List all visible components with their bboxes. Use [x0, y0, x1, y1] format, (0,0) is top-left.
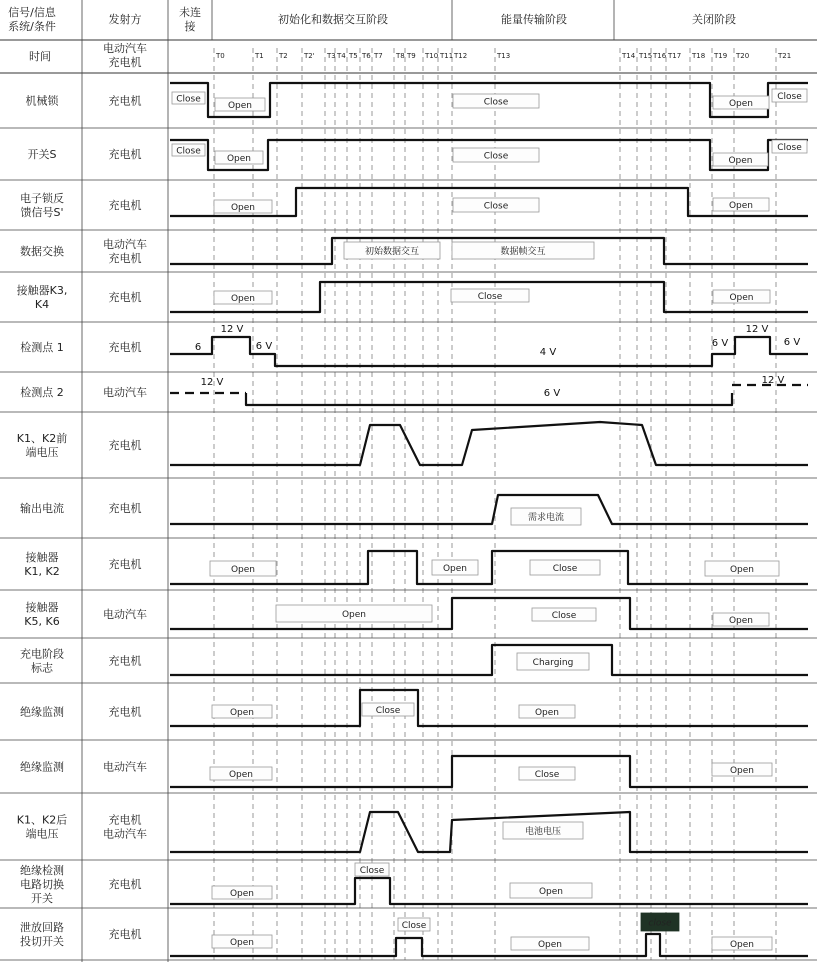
state-box-label: Close [777, 143, 802, 153]
state-box-label: Close [176, 94, 201, 105]
state-box-label: 电池电压 [524, 827, 562, 837]
state-box-label: Close [551, 611, 577, 621]
tick-label: T0 [216, 52, 225, 60]
detect2-voltage: 6 V [543, 388, 561, 399]
state-box-label: Open [229, 889, 255, 899]
state-box-label: Open [228, 770, 254, 780]
state-box-label: Close [483, 97, 509, 108]
detect1-voltage: 6 V [711, 338, 729, 349]
tick-label: T7 [374, 52, 383, 60]
time-row-sender-1: 电动汽车 [103, 42, 147, 55]
row-sender: 电动汽车 [103, 827, 147, 841]
row-label: 电路切换 [20, 878, 64, 891]
state-box-label: Close [176, 146, 201, 157]
tick-label: T1 [255, 52, 264, 60]
state-box-label: Open [230, 565, 256, 575]
detect2-voltage: 12 V [200, 377, 224, 388]
row-label: K1、K2前 [16, 432, 68, 445]
row-label: 绝缘监测 [20, 705, 64, 719]
row-sender: 充电机 [108, 928, 142, 941]
row-sender: 充电机 [108, 502, 142, 515]
state-box-label: Close [483, 201, 509, 212]
row-sender: 充电机 [108, 439, 142, 452]
tick-label: T16 [653, 52, 667, 60]
state-box-label: Open [229, 708, 255, 718]
row-label: 输出电流 [20, 502, 64, 515]
tick-label: T8 [396, 52, 405, 60]
row-label: 检测点 2 [20, 386, 64, 399]
signal-waveform [246, 393, 732, 405]
state-box-label: Open [729, 565, 755, 575]
state-box-label: 初始数据交互 [364, 247, 420, 257]
tick-label: T15 [639, 52, 653, 60]
state-box-label: Open [728, 156, 753, 166]
detect1-voltage: 6 V [255, 341, 273, 352]
state-box-label: Close [359, 866, 385, 876]
tick-label: T14 [622, 52, 636, 60]
row-label: 开关 [31, 892, 53, 905]
tick-label: T6 [362, 52, 371, 60]
state-box-label: Open [230, 203, 256, 213]
row-label: 检测点 1 [20, 341, 64, 354]
state-box-label: Open [230, 294, 256, 304]
state-box-label: Close [401, 921, 427, 931]
tick-label: T17 [668, 52, 682, 60]
row-sender: 电动汽车 [103, 238, 147, 251]
tick-label: T10 [425, 52, 439, 60]
row-label: 馈信号S' [20, 206, 64, 219]
state-box-label: Open [229, 938, 255, 948]
detect1-voltage: 4 V [539, 347, 557, 358]
state-box-label: Open [227, 101, 253, 111]
row-label: 数据交换 [20, 245, 64, 258]
row-label: 绝缘检测 [20, 864, 64, 877]
state-box-label: close [648, 918, 672, 929]
header-phase-init: 初始化和数据交互阶段 [278, 13, 388, 26]
state-box-label: 数据帧交互 [500, 247, 546, 257]
state-box-label: Open [729, 766, 755, 776]
tick-label: T2' [304, 52, 315, 60]
row-label: 端电压 [25, 446, 59, 459]
tick-label: T12 [454, 52, 468, 60]
state-box-label: Close [777, 92, 802, 102]
row-sender: 充电机 [108, 291, 142, 304]
tick-label: T9 [407, 52, 416, 60]
time-row-sender-2: 充电机 [108, 56, 142, 69]
detect1-voltage: 12 V [220, 324, 244, 335]
row-label: 端电压 [25, 827, 59, 841]
state-box-label: Open [728, 616, 754, 626]
row-label: 投切开关 [20, 935, 64, 948]
row-label: 开关S [27, 148, 57, 161]
header-unconnected-1: 未连 [179, 6, 201, 19]
state-box-label: Close [534, 770, 560, 780]
state-box-label: Open [226, 154, 252, 164]
row-sender: 充电机 [108, 252, 142, 265]
state-box-label: Open [534, 708, 560, 718]
row-label: K1, K2 [24, 565, 60, 578]
state-box-label: Close [483, 151, 509, 162]
row-sender: 电动汽车 [103, 760, 147, 774]
row-sender: 电动汽车 [103, 386, 147, 399]
state-box-label: Open [341, 610, 367, 620]
tick-label: T2 [279, 52, 288, 60]
tick-label: T20 [736, 52, 750, 60]
tick-label: T19 [714, 52, 728, 60]
row-label: 接触器K3, [16, 284, 68, 297]
state-box-label: Open [729, 293, 754, 303]
row-label: 接触器 [25, 601, 59, 614]
row-sender: 充电机 [108, 148, 142, 161]
row-label: 绝缘监测 [20, 760, 64, 774]
state-box-label: Open [728, 99, 754, 109]
row-label: K4 [34, 298, 50, 311]
state-box-label: Open [729, 940, 755, 950]
header-unconnected-2: 接 [184, 20, 196, 33]
row-sender: 充电机 [108, 654, 142, 668]
tick-label: T13 [497, 52, 511, 60]
row-sender: 充电机 [108, 878, 142, 891]
time-ticks [215, 52, 791, 60]
row-sender: 充电机 [108, 813, 142, 827]
row-sender: 充电机 [108, 558, 142, 571]
detect1-voltage: 6 [194, 342, 202, 353]
tick-label: T11 [440, 52, 454, 60]
tick-label: T21 [778, 52, 792, 60]
header-signal-1: 信号/信息 [8, 6, 56, 19]
row-label: K1、K2后 [16, 813, 68, 827]
row-sender: 充电机 [108, 705, 142, 719]
tick-label: T3 [327, 52, 336, 60]
detect1-voltage: 12 V [745, 324, 769, 335]
state-box-label: Open [537, 940, 563, 950]
state-box-label: Close [552, 564, 578, 574]
header-sender: 发射方 [108, 13, 142, 26]
row-label: 电子锁反 [20, 192, 64, 205]
state-box-label: 需求电流 [527, 513, 565, 523]
header-signal-2: 系统/条件 [8, 20, 56, 33]
detect1-voltage: 6 V [783, 337, 801, 348]
row-label: 接触器 [25, 551, 59, 564]
tick-label: T18 [692, 52, 706, 60]
row-sender: 充电机 [108, 199, 142, 212]
header-phase-energy: 能量传输阶段 [501, 13, 567, 26]
row-label: 标志 [31, 661, 53, 675]
header-phase-close: 关闭阶段 [692, 13, 736, 26]
row-sender: 电动汽车 [103, 608, 147, 621]
state-box-label: Charging [532, 658, 574, 668]
tick-label: T4 [337, 52, 346, 60]
row-label: K5, K6 [24, 615, 60, 628]
row-sender: 充电机 [108, 341, 142, 354]
row-label: 充电阶段 [20, 647, 64, 661]
detect2-voltage: 12 V [761, 375, 785, 386]
state-box-label: Close [477, 292, 503, 302]
state-box-label: Open [728, 201, 754, 211]
time-row-label: 时间 [29, 50, 51, 63]
state-box-label: Open [538, 887, 564, 897]
state-box-label: Close [375, 706, 401, 716]
row-sender: 充电机 [108, 94, 142, 108]
row-label: 机械锁 [25, 94, 59, 108]
row-label: 泄放回路 [20, 921, 64, 934]
tick-label: T5 [349, 52, 358, 60]
state-box-label: Open [442, 564, 468, 574]
